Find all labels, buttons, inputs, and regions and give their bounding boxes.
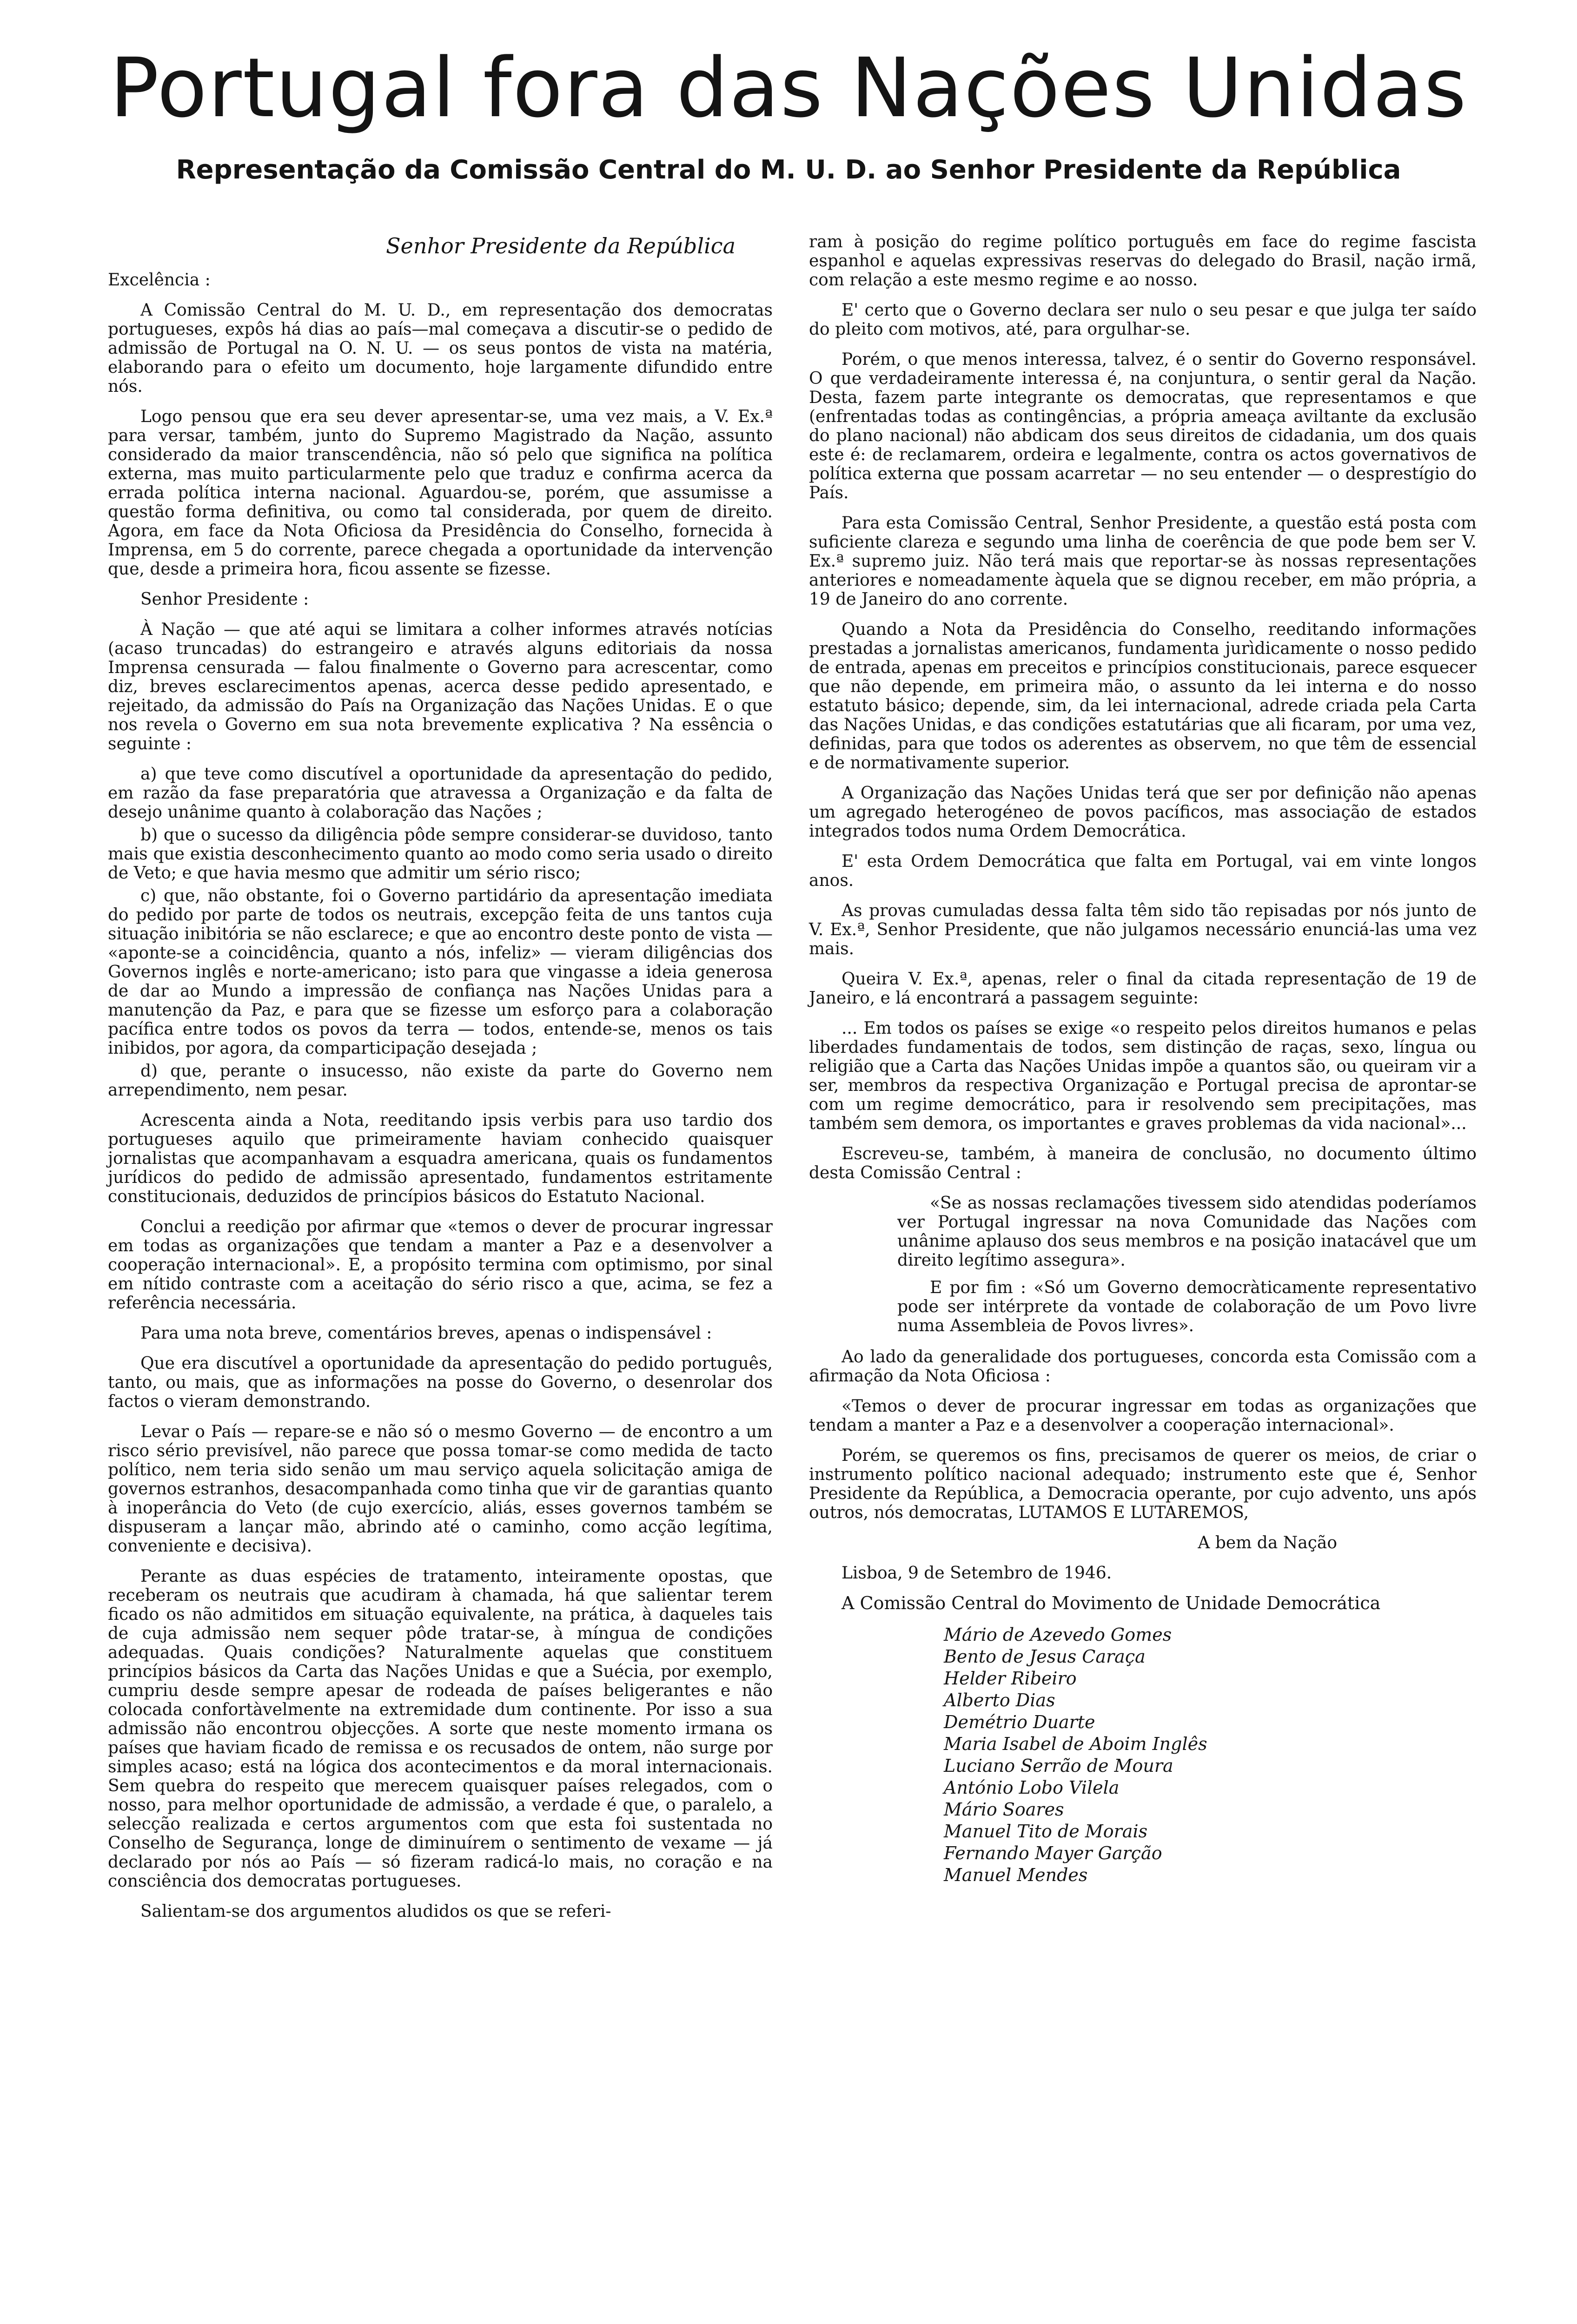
paragraph: Ao lado da generalidade dos portugueses, concorda esta Comissão com a afirmação da Nota Oficiosa : (809, 1347, 1477, 1386)
greeting: Senhor Presidente : (140, 590, 309, 609)
paragraph: Conclui a reedição por afirmar que «temos o dever de procurar ingressar em todas as organizações que tendam a manter a Paz e a desenvolver a cooperação internacional». E, a propósito termina com optimismo, por sinal em nítido contraste com a aceitação do sério risco a que, acima, se fez a referência necessária. (108, 1217, 773, 1313)
signatory-name: Alberto Dias (944, 1690, 1055, 1710)
paragraph: A Organização das Nações Unidas terá que ser por definição não apenas um agregado heterogéneo de povos pacíficos, mas associação de estados integrados todos numa Ordem Democrática. (809, 784, 1477, 841)
signatory-name: Manuel Mendes (944, 1865, 1088, 1885)
paragraph: Para uma nota breve, comentários breves, apenas o indispensável : (140, 1324, 712, 1343)
paragraph: E' esta Ordem Democrática que falta em Portugal, vai em vinte longos anos. (809, 852, 1477, 890)
block-quote: «Temos o dever de procurar ingressar em todas as organizações que tendam a manter a Paz e a desenvolver a cooperação internacional». (809, 1397, 1477, 1435)
list-item: c) que, não obstante, foi o Governo partidário da apresentação imediata do pedido por parte de todos os neutrais, excepção feita de uns tantos cuja situação inibitória se não esclarece; e que ao encontro deste ponto de vista — «aponte-se a coincidência, quanto a nós, infeliz» — vieram diligências dos Governos inglês e norte-americano; isto para que vingasse a ideia generosa de dar ao Mundo a impressão de confiança nas Nações Unidas para a manutenção da Paz, e para que se fizesse um esforço para a colaboração pacífica entre todos os povos da terra — todos, entende-se, menos os tais inibidos, por agora, da comparticipação desejada ; (108, 886, 773, 1058)
paragraph: Logo pensou que era seu dever apresentar-se, uma vez mais, a V. Ex.ª para versar, também, junto do Supremo Magistrado da Nação, assunto considerado da maior transcendência, não só pelo que significa na política externa, mas muito particularmente pelo que traduz e confirma acerca da errada política interna nacional. Aguardou-se, porém, que assumisse a questão forma definitiva, ou como tal considerada, por quem de direito. Agora, em face da Nota Oficiosa da Presidência do Conselho, fornecida à Imprensa, em 5 do corrente, parece chegada a oportunidade da intervenção que, desde a primeira hora, ficou assente se fizesse. (108, 407, 773, 579)
paragraph: Acrescenta ainda a Nota, reeditando ipsis verbis para uso tardio dos portugueses aquilo que primeiramente haviam conhecido quaisquer jornalistas que acompanhavam a esquadra americana, quais os fundamentos jurídicos do pedido de admissão apresentado, fundamentos estritamente constitucionais, deduzidos de princípios básicos do Estatuto Nacional. (108, 1111, 773, 1206)
paragraph: A Comissão Central do M. U. D., em representação dos democratas portugueses, expôs há dias ao país—mal começava a discutir-se o pedido de admissão de Portugal na O. N. U. — os seus pontos de vista na matéria, elaborando para o efeito um documento, hoje largamente difundido entre nós. (108, 301, 773, 396)
signatory-name: Luciano Serrão de Moura (944, 1756, 1173, 1776)
paragraph: ram à posição do regime político português em face do regime fascista espanhol e aquelas expressivas reservas do delegado do Brasil, nação irmã, com relação a este mesmo regime e ao nosso. (809, 232, 1477, 290)
left-column (108, 232, 773, 1932)
paragraph: Porém, o que menos interessa, talvez, é o sentir do Governo responsável. O que verdadeiramente interessa é, na conjuntura, o sentir geral da Nação. Desta, fazem parte integrante os democratas, que representamos e que (enfrentadas todas as contingências, a própria ameaça aviltante da exclusão do plano nacional) não abdicam dos seus direitos de cidadania, um dos quais este é: de reclamarem, ordeira e legalmente, contra os actos governativos de política externa que possam acarretar — no seu entender — o desprestígio do País. (809, 350, 1477, 502)
paragraph: Salientam-se dos argumentos aludidos os que se referi- (140, 1902, 611, 1921)
paragraph: Escreveu-se, também, à maneira de conclusão, no documento último desta Comissão Central : (809, 1144, 1477, 1182)
paragraph: Porém, se queremos os fins, precisamos de querer os meios, de criar o instrumento político nacional adequado; instrumento este que é, Senhor Presidente da República, a Democracia operante, por cujo advento, uns após outros, nós democratas, LUTAMOS E LUTAREMOS, (809, 1446, 1477, 1522)
signatory: A Comissão Central do Movimento de Unidade Democrática (842, 1593, 1381, 1613)
paragraph: Levar o País — repare-se e não só o mesmo Governo — de encontro a um risco sério previsível, não parece que possa tomar-se como medida de tacto político, nem teria sido senão um mau serviço aquela solicitação amiga de governos estranhos, desacompanhada como tinha que vir de garantias quanto à inoperância do Veto (de cujo exercício, aliás, esses governos também se dispuseram a lançar mão, abrindo até o caminho, como acção legítima, conveniente e decisiva). (108, 1422, 773, 1556)
paragraph: Perante as duas espécies de tratamento, inteiramente opostas, que receberam os neutrais que acudiram à chamada, há que salientar terem ficado os não admitidos em situação equivalente, na prática, à daqueles tais de cuja admissão nem sequer pôde tratar-se, à míngua de condições adequadas. Quais condições? Naturalmente aquelas que constituem princípios básicos da Carta das Nações Unidas e que a Suécia, por exemplo, cumpriu desde sempre apesar de rodeada de países beligerantes e não colocada confortàvelmente na extremidade dum continente. Por isso a sua admissão não encontrou objecções. A sorte que neste momento irmana os países que haviam ficado de remissa e os recusados de ontem, não surge por simples acaso; está na lógica dos acontecimentos e da moral internacionais. Sem quebra do respeito que merecem quaisquer países relegados, com o nosso, para melhor oportunidade de admissão, a verdade é que, o paralelo, a selecção realizada e certos argumentos com que esta foi sustentada no Conselho de Segurança, longe de diminuírem o sentimento de vexame — já declarado por nós ao País — só fizeram radicá-lo mais, no coração e na consciência dos democratas portugueses. (108, 1567, 773, 1891)
place-date: Lisboa, 9 de Setembro de 1946. (842, 1564, 1112, 1583)
page-subtitle: Representação da Comissão Central do M. U. D. ao Senhor Presidente da República (176, 155, 1401, 185)
right-column (809, 232, 1477, 1886)
paragraph: Quando a Nota da Presidência do Conselho, reeditando informações prestadas a jornalistas americanos, fundamenta jurìdicamente o nosso pedido de entrada, apenas em preceitos e princípios constitucionais, parece esquecer que não depende, em primeira mão, o assunto da lei interna e do nosso estatuto básico; depende, sim, da lei internacional, adrede criada pela Carta das Nações Unidas, e das condições estatutárias que ali ficaram, por uma vez, definidas, para que todos os aderentes as observem, no que têm de essencial e de normativamente superior. (809, 620, 1477, 772)
signature-list (809, 1624, 1477, 1886)
signatory-name: Fernando Mayer Garção (944, 1843, 1162, 1863)
paragraph: Queira V. Ex.ª, apenas, reler o final da citada representação de 19 de Janeiro, e lá encontrará a passagem seguinte: (809, 970, 1477, 1008)
greeting: Excelência : (108, 271, 211, 290)
paragraph: Para esta Comissão Central, Senhor Presidente, a questão está posta com suficiente clareza e segundo uma linha de coerência de que pode bem ser V. Ex.ª supremo juiz. Não terá mais que reportar-se às nossas representações anteriores e nomeadamente àquela que se dignou receber, em mão própria, a 19 de Janeiro do ano corrente. (809, 514, 1477, 609)
paragraph: E' certo que o Governo declara ser nulo o seu pesar e que julga ter saído do pleito com motivos, até, para orgulhar-se. (809, 301, 1477, 339)
salutation: Senhor Presidente da República (386, 233, 735, 258)
paragraph: À Nação — que até aqui se limitara a colher informes através notícias (acaso truncadas) do estrangeiro e através alguns editoriais da nossa Imprensa censurada — falou finalmente o Governo para acrescentar, como diz, breves esclarecimentos apenas, acerca desse pedido apresentado, e rejeitado, da admissão do País na Organização das Nações Unidas. E o que nos revela o Governo em sua nota brevemente explicativa ? Na essência o seguinte : (108, 620, 773, 753)
signatory-name: António Lobo Vilela (944, 1777, 1120, 1798)
list-item: b) que o sucesso da diligência pôde sempre considerar-se duvidoso, tanto mais que existia desconhecimento quanto ao modo como seria usado o direito de Veto; e que havia mesmo que admitir um sério risco; (108, 825, 773, 883)
block-quote: ... Em todos os países se exige «o respeito pelos direitos humanos e pelas liberdades fundamentais de todos, sem distinção de raças, sexo, língua ou religião que a Carta das Nações Unidas impõe a quantos são, ou queiram vir a ser, membros da respectiva Organização e Portugal precisa de aprontar-se com um regime democrático, para ir resolvendo sem precipitações, mas também sem demora, os importantes e graves problemas da vida nacional»... (809, 1019, 1477, 1133)
quote-paragraph: «Se as nossas reclamações tivessem sido atendidas poderíamos ver Portugal ingressar na nova Comunidade das Nações com unânime aplauso dos seus membros e na posição inatacável que um direito legítimo assegura». (897, 1194, 1477, 1270)
signatory-name: Mário Soares (944, 1799, 1064, 1820)
quote-paragraph: E por fim : «Só um Governo democràticamente representativo pode ser intérprete da vontade de colaboração de um Povo livre numa Assembleia de Povos livres». (897, 1278, 1477, 1335)
list-item: d) que, perante o insucesso, não existe da parte do Governo nem arrependimento, nem pesar. (108, 1062, 773, 1100)
signatory-name: Demétrio Duarte (944, 1712, 1095, 1732)
block-quote (897, 1194, 1477, 1335)
signatory-name: Mário de Azevedo Gomes (944, 1624, 1172, 1645)
sign-off: A bem da Nação (1198, 1533, 1337, 1552)
signatory-name: Maria Isabel de Aboim Inglês (944, 1734, 1207, 1754)
paragraph: Que era discutível a oportunidade da apresentação do pedido português, tanto, ou mais, que as informações na posse do Governo, o desenrolar dos factos o vieram demonstrando. (108, 1354, 773, 1411)
signatory-name: Helder Ribeiro (944, 1668, 1077, 1689)
paragraph: As provas cumuladas dessa falta têm sido tão repisadas por nós junto de V. Ex.ª, Senhor Presidente, que não julgamos necessário enunciá-las uma vez mais. (809, 901, 1477, 958)
signatory-name: Manuel Tito de Morais (944, 1821, 1148, 1842)
page-title: Portugal fora das Nações Unidas (109, 40, 1468, 136)
list-item: a) que teve como discutível a oportunidade da apresentação do pedido, em razão da fase preparatória que atravessa a Organização e da falta de desejo unânime quanto à colaboração das Nações ; (108, 765, 773, 822)
signatory-name: Bento de Jesus Caraça (944, 1646, 1146, 1667)
